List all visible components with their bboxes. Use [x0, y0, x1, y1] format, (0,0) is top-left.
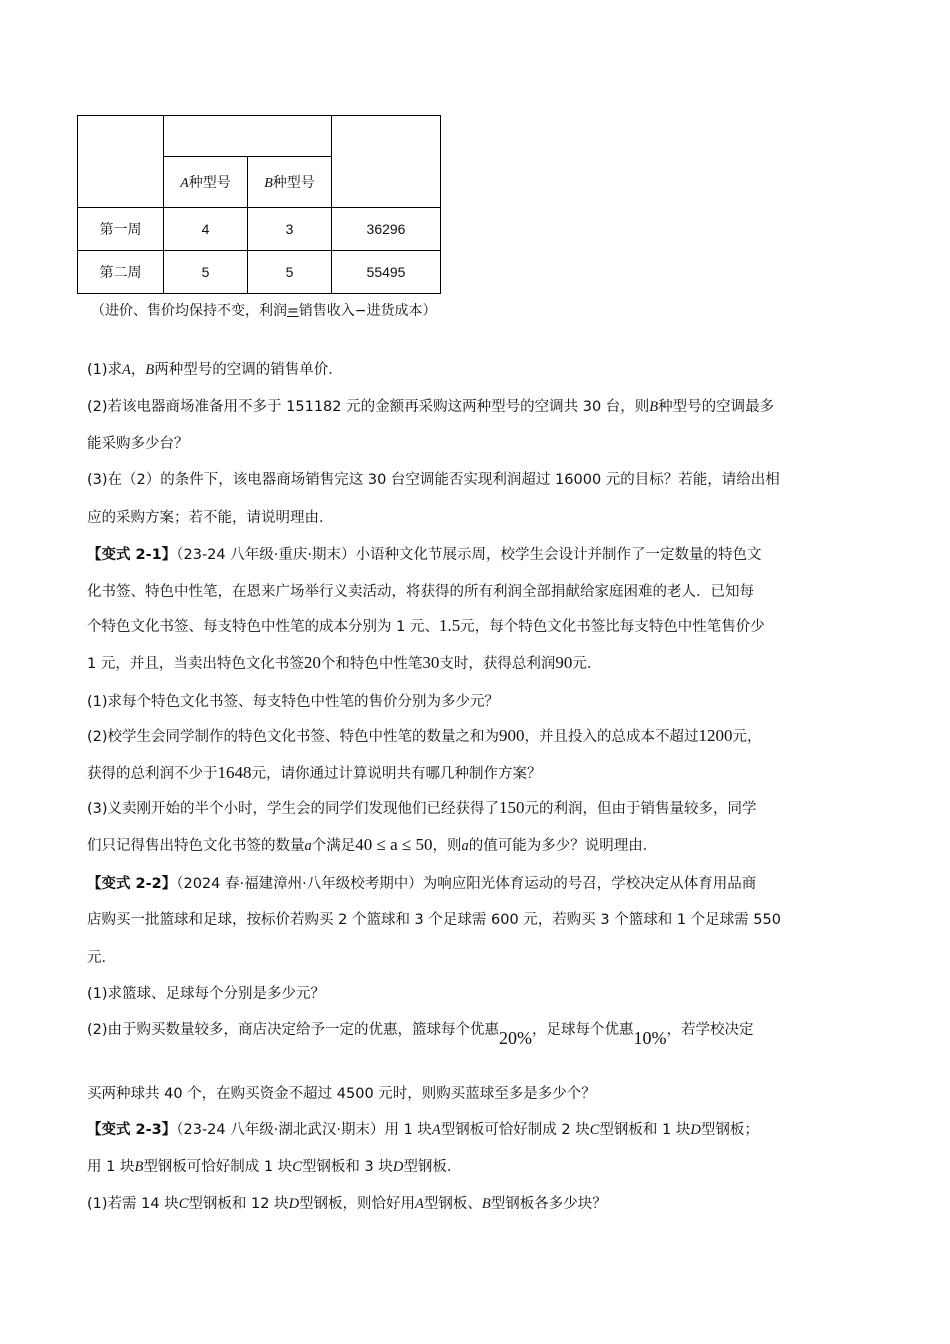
v22-line-2: 店购买一批篮球和足球，按标价若购买 2 个篮球和 3 个足球需 600 元，若购买 3 个篮球和 1 个足球需 550 — [87, 912, 781, 928]
table-corner-cell — [78, 116, 164, 208]
table-header-type-a: A种型号 — [164, 157, 248, 208]
v21-line-5: (1)求每个特色文化书签、每支特色中性笔的售价分别为多少元？ — [87, 694, 500, 710]
cell-total: 36296 — [332, 208, 441, 251]
v21-line-6: (2)校学生会同学制作的特色文化书签、特色中性笔的数量之和为900，并且投入的总成本不超过1200元， — [87, 726, 762, 745]
v21-line-9: 们只记得售出特色文化书签的数量a个满足40 ≤ a ≤ 50，则a的值可能为多少？说明理由． — [87, 835, 658, 854]
v21-line-4: 1 元，并且，当卖出特色文化书签20个和特色中性笔30支时，获得总利润90元． — [87, 653, 602, 672]
profit-note: （进价、售价均保持不变，利润=销售收入−进货成本） — [91, 303, 437, 319]
table-group-header-cell — [164, 116, 332, 157]
variant-tag: 【变式 2-2】 — [87, 876, 177, 892]
v22-line-4: (1)求篮球、足球每个分别是多少元？ — [87, 986, 326, 1002]
v22-line-6: 买两种球共 40 个，在购买资金不超过 4500 元时，则购买蓝球至多是多少个？ — [87, 1086, 596, 1102]
v23-line-1: 【变式 2-3】（23-24 八年级·湖北武汉·期末）用 1 块A型钢板可恰好制成 2 块C型钢板和 1 块D型钢板； — [87, 1122, 759, 1138]
q1-line-3: 能采购多少台？ — [87, 436, 189, 452]
cell-b: 5 — [248, 251, 332, 294]
q1-line-1: (1)求A，B两种型号的空调的销售单价． — [87, 362, 343, 378]
v23-line-2: 用 1 块B型钢板可恰好制成 1 块C型钢板和 3 块D型钢板． — [87, 1159, 462, 1175]
variant-tag: 【变式 2-3】 — [87, 1122, 177, 1138]
v22-line-5: (2)由于购买数量较多，商店决定给予一定的优惠，篮球每个优惠20%，足球每个优惠10%，若学校决定 — [87, 1022, 754, 1048]
sales-table — [77, 115, 441, 294]
variant-tag: 【变式 2-1】 — [87, 547, 177, 563]
cell-a: 4 — [164, 208, 248, 251]
cell-total: 55495 — [332, 251, 441, 294]
v21-line-1: 【变式 2-1】（23-24 八年级·重庆·期末）小语种文化节展示周，校学生会设计并制作了一定数量的特色文 — [87, 547, 762, 563]
q1-line-2: (2)若该电器商场准备用不多于 151182 元的金额再采购这两种型号的空调共 30 台，则B种型号的空调最多 — [87, 399, 775, 415]
v23-line-3: (1)若需 14 块C型钢板和 12 块D型钢板，则恰好用A型钢板、B型钢板各多少块？ — [87, 1196, 607, 1212]
table-header-type-b: B种型号 — [248, 157, 332, 208]
q1-line-4: (3)在（2）的条件下，该电器商场销售完这 30 台空调能否实现利润超过 16000 元的目标？若能，请给出相 — [87, 472, 780, 488]
table-row — [78, 251, 441, 294]
row-label: 第一周 — [78, 208, 164, 251]
table-total-header-cell — [332, 116, 441, 208]
v22-line-1: 【变式 2-2】（2024 春·福建漳州·八年级校考期中）为响应阳光体育运动的号召，学校决定从体育用品商 — [87, 876, 757, 892]
cell-b: 3 — [248, 208, 332, 251]
v21-line-3: 个特色文化书签、每支特色中性笔的成本分别为 1 元、1.5元，每个特色文化书签比每支特色中性笔售价少 — [87, 616, 765, 635]
v21-line-2: 化书签、特色中性笔，在恩来广场举行义卖活动，将获得的所有利润全部捐献给家庭困难的老人．已知每 — [87, 584, 754, 600]
cell-a: 5 — [164, 251, 248, 294]
q1-line-5: 应的采购方案；若不能，请说明理由． — [87, 510, 334, 526]
v21-line-8: (3)义卖刚开始的半个小时，学生会的同学们发现他们已经获得了150元的利润，但由于销售量较多，同学 — [87, 798, 757, 817]
row-label: 第二周 — [78, 251, 164, 294]
table-row — [78, 208, 441, 251]
v22-line-3: 元． — [87, 950, 116, 966]
v21-line-7: 获得的总利润不少于1648元，请你通过计算说明共有哪几种制作方案？ — [87, 763, 542, 782]
